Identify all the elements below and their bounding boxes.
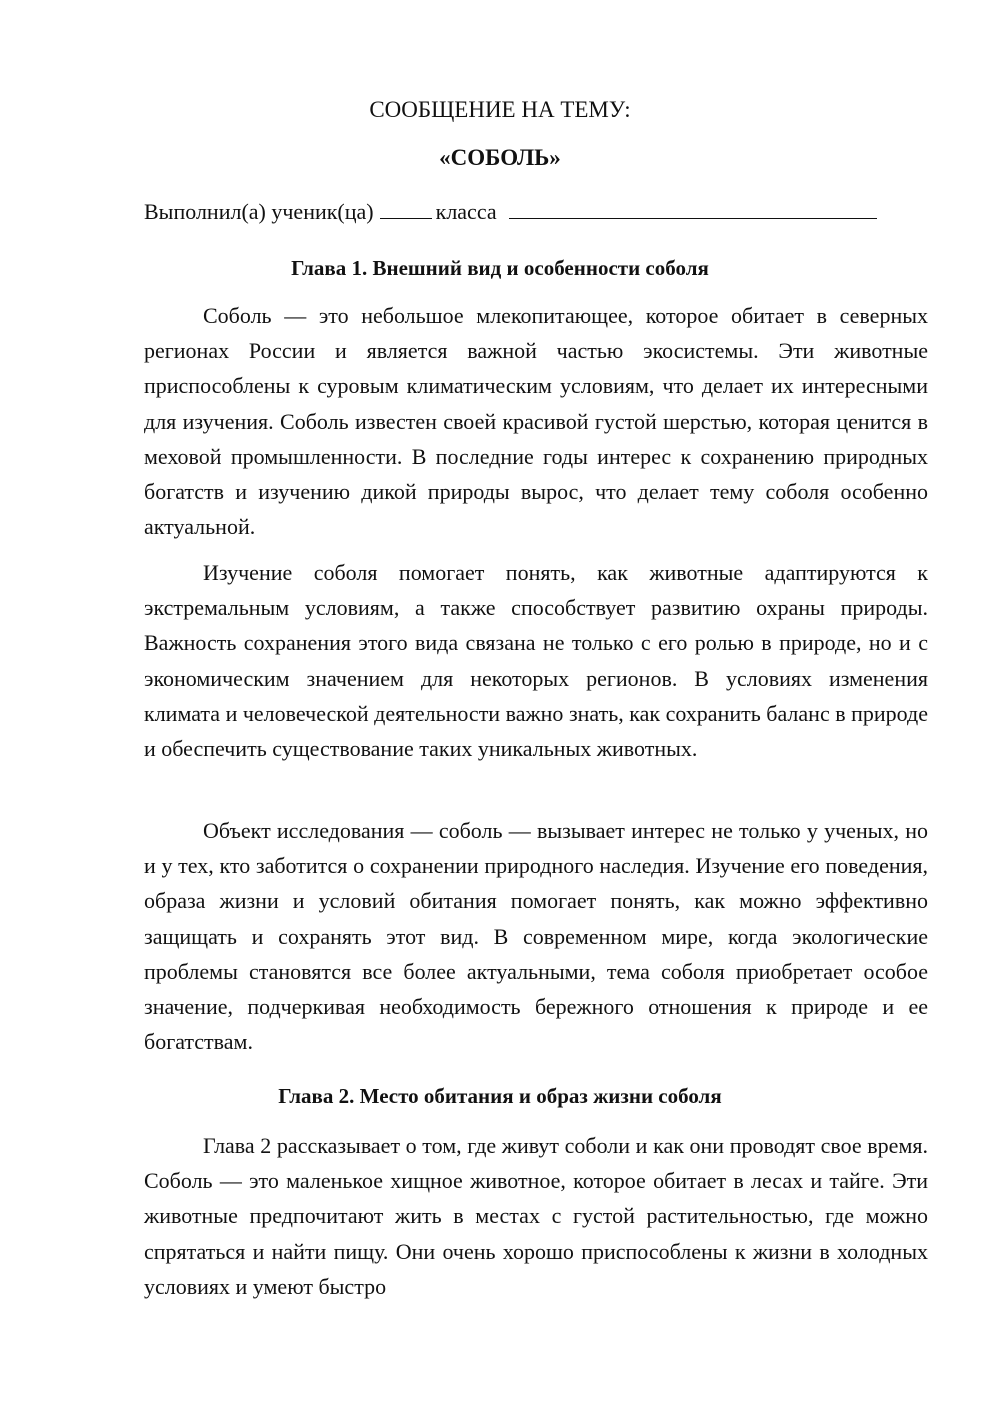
chapter-1-paragraph-3: Объект исследования — соболь — вызывает интерес не только у ученых, но и у тех, кто заботится о сохранении природного наследия. Изучение его поведения, образа жизни и условий обитания помогает понять, как можно эффективно защищать и сохранять этот вид. В современном мире, когда экологические проблемы становятся все более актуальными, тема соболя приобретает особое значение, подчеркивая необходимость бережного отношения к природе и ее богатствам.: [144, 818, 928, 1055]
name-blank[interactable]: [509, 198, 877, 219]
chapter-1-paragraph-1: Соболь — это небольшое млекопитающее, которое обитает в северных регионах России и является важной частью экосистемы. Эти животные приспособлены к суровым климатическим условиям, что делает их интересными для изучения. Соболь известен своей красивой густой шерстью, которая ценится в меховой промышленности. В последние годы интерес к сохранению природных богатств и изучению дикой природы вырос, что делает тему соболя особенно актуальной.: [144, 303, 928, 540]
chapter-1-heading: Глава 1. Внешний вид и особенности соболя: [291, 256, 709, 280]
grade-blank[interactable]: [380, 198, 432, 219]
chapter-1-paragraph-2: Изучение соболя помогает понять, как животные адаптируются к экстремальным условиям, а также способствует развитию охраны природы. Важность сохранения этого вида связана не только с его ролью в природе, но и с экономическим значением для некоторых регионов. В условиях изменения климата и человеческой деятельности важно знать, как сохранить баланс в природе и обеспечить существование таких уникальных животных.: [144, 560, 928, 762]
document-title-topic: «СОБОЛЬ»: [439, 145, 561, 170]
chapter-2-heading: Глава 2. Место обитания и образ жизни соболя: [278, 1084, 722, 1108]
author-label: Выполнил(а) ученик(ца): [144, 199, 374, 224]
class-label: класса: [435, 199, 497, 224]
document-title-line1: СООБЩЕНИЕ НА ТЕМУ:: [369, 97, 631, 122]
chapter-2-paragraph-1: Глава 2 рассказывает о том, где живут соболи и как они проводят свое время. Соболь — это маленькое хищное животное, которое обитает в лесах и тайге. Эти животные предпочитают жить в местах с густой растительностью, где можно спрятаться и найти пищу. Они очень хорошо приспособлены к жизни в холодных условиях и умеют быстро: [144, 1133, 928, 1299]
author-line: [144, 198, 934, 226]
